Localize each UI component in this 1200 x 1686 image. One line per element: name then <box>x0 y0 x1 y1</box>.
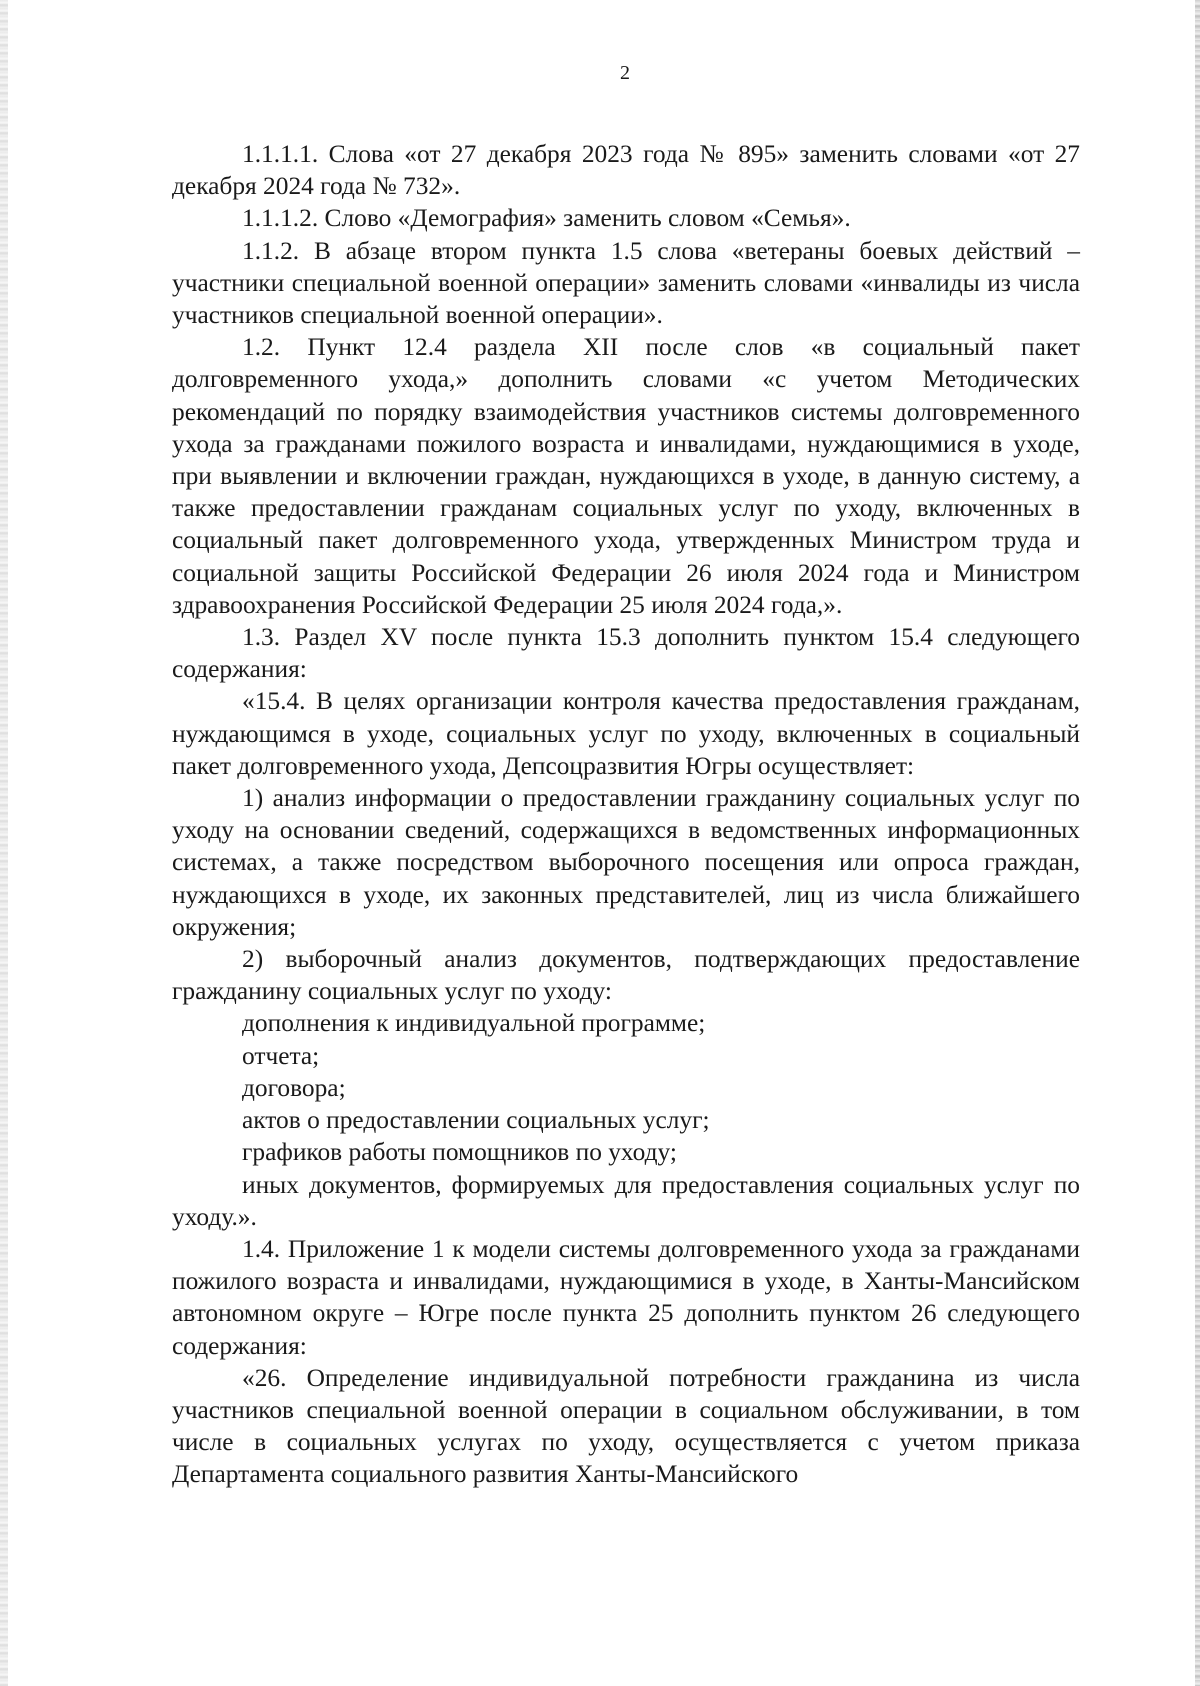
document-item: иных документов, формируемых для предоставления социальных услуг по уходу.». <box>172 1170 1080 1231</box>
document-item: отчета; <box>242 1041 320 1070</box>
paragraph-1-1-1-1: 1.1.1.1. Слова «от 27 декабря 2023 года № 895» заменить словами «от 27 декабря 2024 года № 732». <box>172 140 1080 201</box>
scan-edge-left <box>0 0 8 1686</box>
paragraph-1-1-1-2: 1.1.1.2. Слово «Демография» заменить словом «Семья». <box>242 204 851 233</box>
paragraph-1-2: 1.2. Пункт 12.4 раздела XII после слов «в социальный пакет долговременного ухода,» дополнить словами «с учетом Методических рекомендаций по порядку взаимодействия участников системы долговременного ухода за гражданами пожилого возраста и инвалидами, нуждающимися в уходе, при выявлении и включении граждан, нуждающихся в уходе, в данную систему, а также предоставлении гражданам социальных услуг по уходу, включенных в социальный пакет долговременного ухода, утвержденных Министром труда и социальной защиты Российской Федерации 26 июля 2024 года и Министром здравоохранения Российской Федерации 25 июля 2024 года,». <box>172 333 1080 619</box>
paragraph-1-3: 1.3. Раздел XV после пункта 15.3 дополнить пунктом 15.4 следующего содержания: <box>172 623 1080 684</box>
paragraph-1-1-2: 1.1.2. В абзаце втором пункта 1.5 слова «ветераны боевых действий – участники специальной военной операции» заменить словами «инвалиды из числа участников специальной военной операции». <box>172 236 1080 330</box>
document-item: договора; <box>242 1073 346 1102</box>
paragraph-15-4: «15.4. В целях организации контроля качества предоставления гражданам, нуждающимся в уходе, социальных услуг по уходу, включенных в социальный пакет долговременного ухода, Депсоцразвития Югры осуществляет: <box>172 687 1080 780</box>
paragraph-26: «26. Определение индивидуальной потребности гражданина из числа участников специальной военной операции в социальном обслуживании, в том числе в социальных услугах по уходу, осуществляется с учетом приказа Департамента социального развития Ханты-Мансийского <box>172 1363 1080 1489</box>
document-item: актов о предоставлении социальных услуг; <box>242 1106 710 1135</box>
document-item: графиков работы помощников по уходу; <box>242 1138 677 1167</box>
document-item: дополнения к индивидуальной программе; <box>242 1009 706 1038</box>
page-number: 2 <box>620 62 630 84</box>
list-item-1: 1) анализ информации о предоставлении гражданину социальных услуг по уходу на основании сведений, содержащихся в ведомственных информационных системах, а также посредством выборочного посещения или опроса граждан, нуждающихся в уходе, их законных представителей, лиц из числа ближайшего окружения; <box>172 784 1080 941</box>
list-item-2: 2) выборочный анализ документов, подтверждающих предоставление гражданину социальных услуг по уходу: <box>172 945 1080 1006</box>
paragraph-1-4: 1.4. Приложение 1 к модели системы долговременного ухода за гражданами пожилого возраста и инвалидами, нуждающимися в уходе, в Ханты-Мансийском автономном округе – Югре после пункта 25 дополнить пунктом 26 следующего содержания: <box>172 1234 1080 1360</box>
scan-edge-right <box>1195 0 1200 1686</box>
document-body <box>172 138 1080 1491</box>
